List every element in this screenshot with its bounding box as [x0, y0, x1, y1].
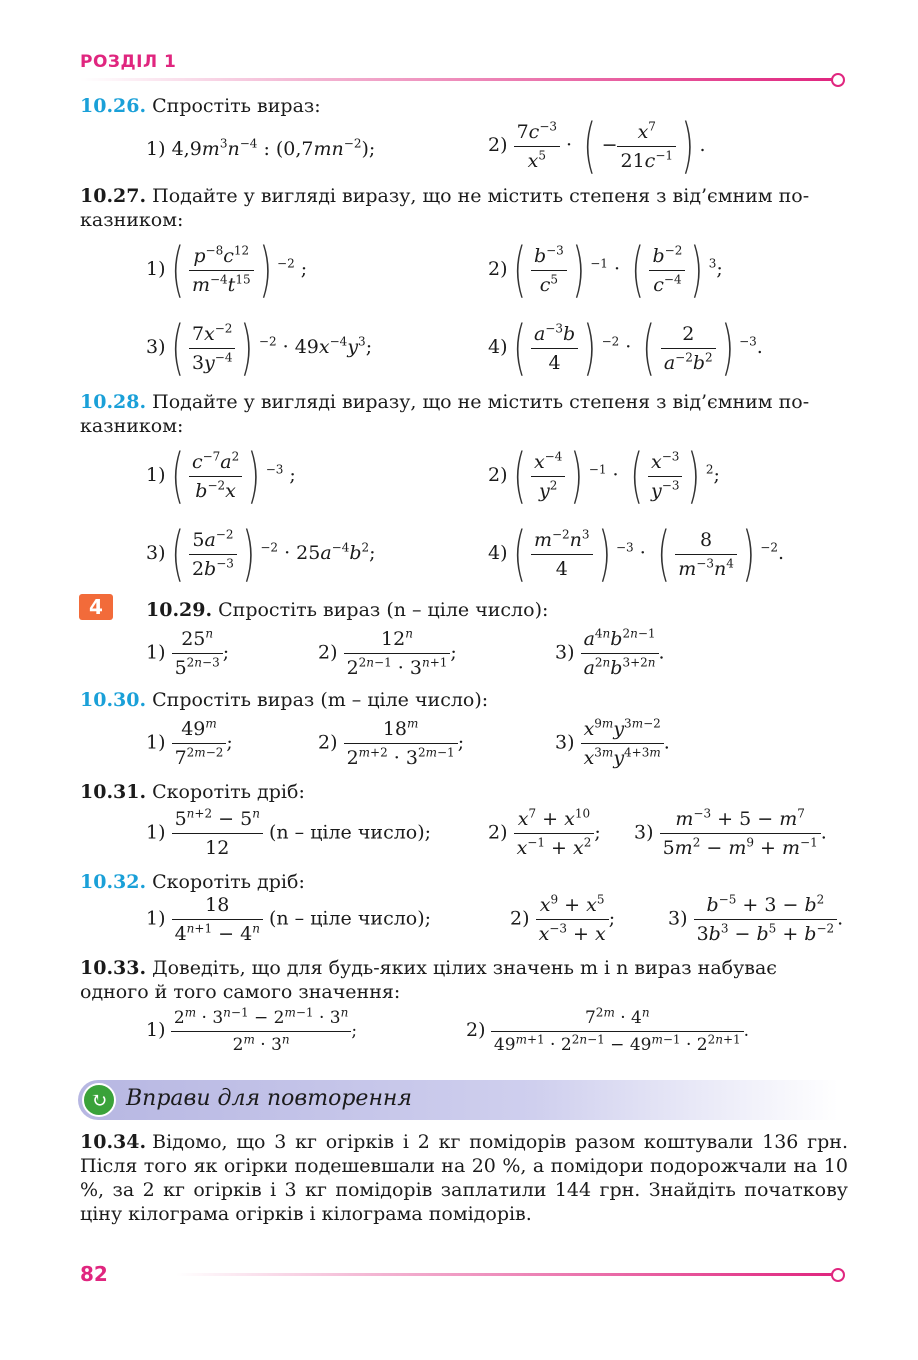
item-10-27-1: 1)( $\frac{p^{-8}c^{12}}{m^{-4}t^{15}}$ ) $^{-2}$ ;	[146, 235, 308, 305]
repetition-title: Вправи для повторення	[126, 1086, 412, 1111]
problem-10-29: 10.29. Спростіть вираз (n – ціле число):	[146, 599, 549, 621]
problem-10-34: 10.34. Відомо, що 3 кг огірків і 2 кг помідорів разом коштували 136 грн. Після того як огірки подешевшали на 20 %, а помідори подорожчали на 10 %, за 2 кг огірків і 3 кг помідорів заплатили 144 грн. Знайдіть початкову ціну кілограма огірків і кілограма помідорів.	[80, 1131, 848, 1225]
section-header: РОЗДІЛ 1	[80, 52, 177, 72]
item-10-31-3: 3) $\frac{m^{-3} + 5 - m^7}{5m^2 - m^9 + m^{-1}}$ .	[634, 806, 827, 859]
item-10-28-2: 2)( $\frac{x^{-4}}{y^2}$ ) $^{-1}$ · ( $\frac{x^{-3}}{y^{-3}}$ ) $^2$;	[488, 441, 720, 511]
problem-10-30: 10.30. Спростіть вираз (m – ціле число):	[80, 689, 489, 711]
problem-10-33: 10.33. Доведіть, що для будь-яких цілих значень m і n вираз набуває одного й того самого значення:	[80, 957, 777, 1003]
item-10-29-2: 2) $\frac{12^n}{2^{2n-1} \cdot 3^{n+1}}$ ;	[318, 626, 457, 679]
header-rule	[80, 78, 832, 81]
item-10-28-3: 3)( $\frac{5a^{-2}}{2b^{-3}}$ ) $^{-2} \cdot 25a^{-4}b^2$;	[146, 519, 376, 589]
item-10-33-1: 1) $\frac{2^m \cdot 3^{n-1} - 2^{m-1} \cdot 3^n}{2^m \cdot 3^n}$ ;	[146, 1005, 358, 1055]
problem-10-27: 10.27. Подайте у вигляді виразу, що не містить степеня з від’ємним по-казником:	[80, 185, 810, 231]
problem-10-31: 10.31. Скоротіть дріб:	[80, 781, 305, 803]
item-10-28-4: 4)( $\frac{m^{-2}n^3}{4}$ ) $^{-3}$ · ( $\frac{8}{m^{-3}n^4}$ ) $^{-2}$.	[488, 519, 785, 589]
problem-10-26	[80, 94, 848, 118]
item-10-31-2: 2) $\frac{x^7 + x^{10}}{x^{-1} + x^2}$ ;	[488, 806, 601, 859]
item-10-33-2: 2) $\frac{7^{2m} \cdot 4^n}{49^{m+1} \cdot 2^{2n-1} - 49^{m-1} \cdot 2^{2n+1}}$ .	[466, 1005, 750, 1055]
item-10-26-1: 1) $4,9m^3n^{-4}$ : $(0,7mn^{-2})$;	[146, 136, 376, 160]
item-10-30-1: 1) $\frac{49^m}{7^{2m-2}}$ ;	[146, 716, 233, 769]
item-10-27-4: 4)( $\frac{a^{-3}b}{4}$ ) $^{-2}$ · ( $\frac{2}{a^{-2}b^2}$ ) $^{-3}$.	[488, 313, 763, 383]
problem-text: Спростіть вираз:	[152, 95, 321, 117]
item-10-32-2: 2) $\frac{x^9 + x^5}{x^{-3} + x}$ ;	[510, 892, 616, 945]
problem-10-32: 10.32. Скоротіть дріб:	[80, 871, 305, 893]
problem-number: 10.26.	[80, 95, 147, 117]
item-10-32-1: 1) $\frac{18}{4^{n+1} - 4^n}$ (n – ціле число);	[146, 894, 432, 945]
footer-rule-dot	[831, 1268, 845, 1282]
item-10-27-3: 3)( $\frac{7x^{-2}}{3y^{-4}}$ ) $^{-2} \cdot 49x^{-4}y^3$;	[146, 313, 373, 383]
item-10-28-1: 1)( $\frac{c^{-7}a^2}{b^{-2}x}$ ) $^{-3}$ ;	[146, 441, 296, 511]
item-10-26-2: 2) $\frac{7c^{-3}}{x^5}$ · ( − $\frac{x^7}{21c^{-1}}$ ) .	[488, 111, 706, 181]
level-badge: 4	[79, 594, 113, 620]
item-10-31-1: 1) $\frac{5^{n+2} - 5^n}{12}$ (n – ціле число);	[146, 806, 432, 859]
item-10-32-3: 3) $\frac{b^{-5} + 3 - b^2}{3b^3 - b^5 + b^{-2}}$ .	[668, 892, 844, 945]
refresh-icon: ↻	[82, 1083, 116, 1117]
problem-10-28: 10.28. Подайте у вигляді виразу, що не містить степеня з від’ємним по-казником:	[80, 391, 810, 437]
footer-rule	[176, 1273, 832, 1276]
item-10-30-2: 2) $\frac{18^m}{2^{m+2} \cdot 3^{2m-1}}$ ;	[318, 716, 465, 769]
item-10-29-3: 3) $\frac{a^{4n}b^{2n-1}}{a^{2n}b^{3+2n}}$ .	[555, 626, 665, 679]
page-number: 82	[80, 1262, 108, 1286]
item-10-30-3: 3) $\frac{x^{9m}y^{3m-2}}{x^{3m}y^{4+3m}}$ .	[555, 716, 670, 769]
item-10-27-2: 2)( $\frac{b^{-3}}{c^5}$ ) $^{-1}$ · ( $\frac{b^{-2}}{c^{-4}}$ ) $^3$;	[488, 235, 723, 305]
header-rule-dot	[831, 73, 845, 87]
item-10-29-1: 1) $\frac{25^n}{5^{2n-3}}$ ;	[146, 626, 230, 679]
repetition-banner	[78, 1080, 838, 1120]
